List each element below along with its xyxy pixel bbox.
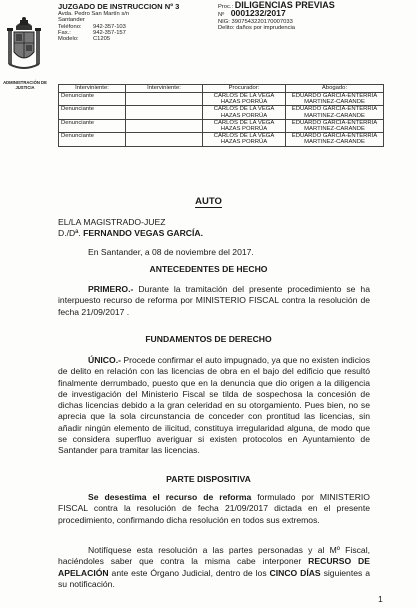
party-role: Denunciante <box>59 106 126 119</box>
court-address: Avda. Pedro San Martín s/n <box>58 11 130 17</box>
dispositiva-heading: PARTE DISPOSITIVA <box>166 474 251 484</box>
header-interviniente-1: Interviniente: <box>59 85 126 93</box>
delito-label: Delito: <box>218 25 235 32</box>
parties-table <box>58 84 384 147</box>
judge-name: FERNANDO VEGAS GARCÍA. <box>83 228 203 239</box>
dispositiva-paragraph <box>58 492 370 526</box>
header-procurador: Procurador: <box>203 85 286 93</box>
court-info <box>58 2 208 42</box>
parties-header-row <box>59 85 384 93</box>
model-label: Modelo: <box>58 36 79 43</box>
party-abogado: EDUARDO GARCÍA-ENTERRIA MARTINEZ-CARANDE <box>286 133 384 146</box>
model-value: C1205 <box>93 36 111 43</box>
party-procurador: CARLOS DE LA VEGA HAZAS PORRÚA <box>203 93 286 106</box>
court-city: Santander <box>58 17 85 24</box>
nig-label: NIG: <box>218 18 230 25</box>
table-row <box>59 106 384 119</box>
party-procurador: CARLOS DE LA VEGA HAZAS PORRÚA <box>203 119 286 132</box>
judge-prefix: D./Dª. <box>58 228 81 239</box>
notification-paragraph: Notifíquese esta resolución a las partes personadas y al Mº Fiscal, haciéndoles saber que contra la misma cabe interponer RECURSO DE APELACIÓN ante este Órgano Judicial, dentro de los CINCO DÍAS siguientes a su notificación. <box>58 545 370 589</box>
party-abogado: EDUARDO GARCÍA-ENTERRIA MARTINEZ-CARANDE <box>286 93 384 106</box>
party-role: Denunciante <box>59 119 126 132</box>
unico-paragraph <box>58 355 370 457</box>
antecedentes-heading: ANTECEDENTES DE HECHO <box>149 264 268 274</box>
phone-value: 942-357-103 <box>93 23 126 30</box>
header-interviniente-2: Interviniente: <box>126 85 203 93</box>
judge-block <box>58 217 203 240</box>
party-name <box>126 106 203 119</box>
party-procurador: CARLOS DE LA VEGA HAZAS PORRÚA <box>203 133 286 146</box>
unico-label: ÚNICO.- <box>88 355 121 365</box>
proc-label: Proc.: <box>218 4 234 10</box>
page-number: 1 <box>378 594 383 604</box>
cinco-dias: CINCO DÍAS <box>269 567 321 578</box>
header-abogado: Abogado: <box>286 85 384 93</box>
administration-label: ADMINISTRACIÓN DE JUSTICIA <box>3 80 47 90</box>
table-row <box>59 133 384 146</box>
table-row <box>59 119 384 132</box>
coat-of-arms-icon <box>6 16 42 74</box>
party-name <box>126 93 203 106</box>
primero-paragraph <box>58 284 370 318</box>
document-title: AUTO <box>195 196 222 207</box>
recurso-apelacion: RECURSO DE APELACIÓN <box>58 556 370 578</box>
party-name <box>126 133 203 146</box>
date-line: En Santander, a 08 de noviembre del 2017. <box>88 247 254 257</box>
unico-text: Procede confirmar el auto impugnado, ya que no existen indicios de delito en relación con las licencias de obra en el bajo del edificio que resultó finalmente derrumbado, puesto que en la denuncia que dio origen a la diligencia de investigación del Ministerio Fiscal se tilda de sospechosa la concesión de dichas licencias debido a la gran celeridad en su otorgamiento. Pues bien, no se aprecia que la sola circunstancia de conceder con prontitud las licencias, sin añadir ningún elemento de ilicitud, constituya irregularidad alguna, de modo que se considera superfluo averiguar si existen protocolos en Ayuntamiento de Santander para tramitar las licencias. <box>58 355 370 456</box>
fundamentos-heading: FUNDAMENTOS DE DERECHO <box>145 334 272 344</box>
delito-value: daños por imprudencia <box>236 25 296 32</box>
fax-label: Fax.: <box>58 29 71 36</box>
party-abogado: EDUARDO GARCÍA-ENTERRIA MARTINEZ-CARANDE <box>286 106 384 119</box>
num-value: 0001232/2017 <box>230 8 286 19</box>
fax-value: 942-357-157 <box>93 29 126 36</box>
primero-label: PRIMERO.- <box>88 284 134 294</box>
primero-text: Durante la tramitación del presente procedimiento se ha interpuesto recurso de reforma por MINISTERIO FISCAL contra la resolución de fecha 21/09/2017 . <box>58 284 370 317</box>
nig-value: 3907543220170007033 <box>231 18 293 25</box>
party-procurador: CARLOS DE LA VEGA HAZAS PORRÚA <box>203 106 286 119</box>
party-name <box>126 119 203 132</box>
dispositiva-bold: Se desestima el recurso de reforma <box>88 492 252 502</box>
num-label: Nº <box>218 12 225 19</box>
dispositiva-text: formulado por MINISTERIO FISCAL contra la resolución de fecha 21/09/2017 dictada en el presente procedimiento, confirmando dicha resolución en todos sus extremos. <box>58 492 370 525</box>
proc-value: DILIGENCIAS PREVIAS <box>234 0 335 10</box>
table-row <box>59 93 384 106</box>
party-role: Denunciante <box>59 133 126 146</box>
party-abogado: EDUARDO GARCÍA-ENTERRIA MARTINEZ-CARANDE <box>286 119 384 132</box>
procedure-info <box>218 2 413 32</box>
court-name: JUZGADO DE INSTRUCCION Nº 3 <box>58 2 180 11</box>
party-role: Denunciante <box>59 93 126 106</box>
phone-label: Teléfono: <box>58 23 82 30</box>
judge-title: EL/LA MAGISTRADO-JUEZ <box>58 217 166 227</box>
